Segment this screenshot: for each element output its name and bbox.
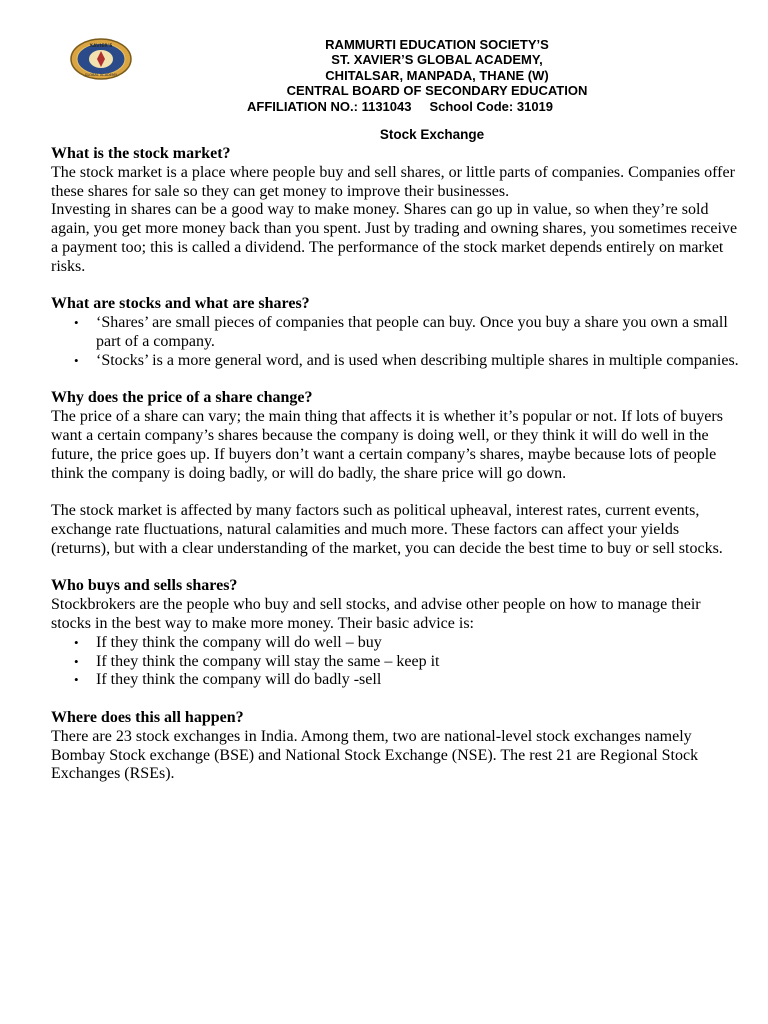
document-body xyxy=(51,145,741,784)
bullet-list xyxy=(51,314,741,370)
paragraph: Stockbrokers are the people who buy and sell stocks, and advise other people on how to manage their stocks in the best way to make more money. Their basic advice is: xyxy=(51,596,701,632)
org-name: RAMMURTI EDUCATION SOCIETY’S xyxy=(325,37,549,52)
board-name: CENTRAL BOARD OF SECONDARY EDUCATION xyxy=(286,83,588,99)
section-heading: What are stocks and what are shares? xyxy=(51,295,310,313)
school-code: School Code: 31019 xyxy=(429,98,554,114)
section-heading: Who buys and sells shares? xyxy=(51,577,238,595)
section-heading: Where does this all happen? xyxy=(51,708,244,726)
paragraph: The price of a share can vary; the main thing that affects it is whether it’s popular or not. If lots of buyers want a certain company’s shares because the company is doing well, or they think it will do well in the future, the price goes up. If buyers don’t want a certain company’s shares, maybe because lots of people think the company is doing badly, or will do badly, the share price will go down. xyxy=(51,408,723,482)
logo-text-top: XAVIER'S xyxy=(89,44,113,49)
school-logo xyxy=(70,38,132,80)
list-item: • ‘Stocks’ is a more general word, and is used when describing multiple shares in multiple companies. xyxy=(96,352,741,371)
list-item: • ‘Shares’ are small pieces of companies that people can buy. Once you buy a share you own a small part of a company. xyxy=(96,314,741,352)
paragraph: The stock market is a place where people buy and sell shares, or little parts of companies. Companies offer these shares for sale so they can get money to improve their businesses. xyxy=(51,163,735,200)
affiliation-number: AFFILIATION NO.: 1131043 xyxy=(247,98,412,114)
school-address: CHITALSAR, MANPADA, THANE (W) xyxy=(325,67,549,83)
bullet-list xyxy=(51,634,741,690)
letterhead xyxy=(220,37,654,114)
logo-text-bottom: GLOBAL ACADEMY xyxy=(84,73,118,77)
list-item: • If they think the company will do well – buy xyxy=(96,634,741,653)
paragraph: There are 23 stock exchanges in India. Among them, two are national-level stock exchanges namely Bombay Stock exchange (BSE) and National Stock Exchange (NSE). The rest 21 are Regional Stock Exchanges (RSEs). xyxy=(51,727,699,783)
section-heading: Why does the price of a share change? xyxy=(51,389,313,407)
list-item: • If they think the company will do badly -sell xyxy=(96,671,741,690)
paragraph: The stock market is affected by many factors such as political upheaval, interest rates, current events, exchange rate fluctuations, natural calamities and much more. These factors can affect your yields (returns), but with a clear understanding of the market, you can decide the best time to buy or sell stocks. xyxy=(51,502,723,557)
list-item: • If they think the company will stay the same – keep it xyxy=(96,653,741,672)
section-heading: What is the stock market? xyxy=(51,145,231,162)
paragraph: Investing in shares can be a good way to make money. Shares can go up in value, so when they’re sold again, you get more money back than you spent. Just by trading and owning shares, you sometimes receive a payment too; this is called a dividend. The performance of the stock market depends entirely on market risks. xyxy=(51,201,738,275)
school-name: ST. XAVIER’S GLOBAL ACADEMY, xyxy=(331,52,543,68)
affiliation-line xyxy=(220,99,654,114)
document-title: Stock Exchange xyxy=(379,127,485,142)
